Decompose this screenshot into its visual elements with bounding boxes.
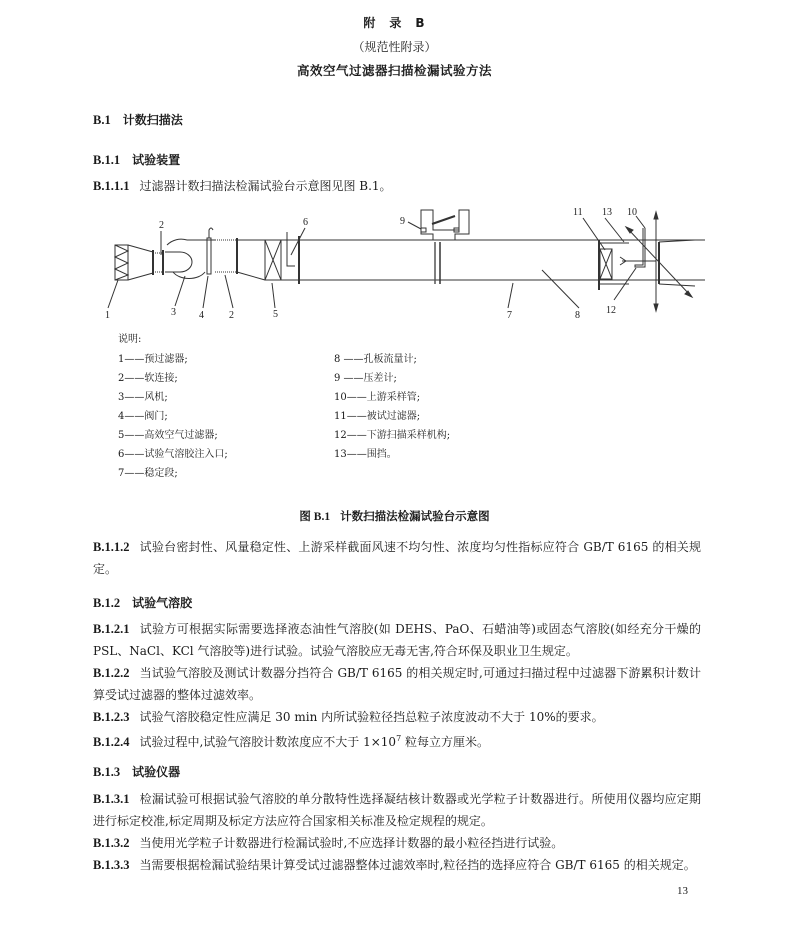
- paragraph-text: 过滤器计数扫描法检漏试验台示意图见图 B.1。: [139, 179, 392, 193]
- label-9: 9: [400, 216, 405, 227]
- pressure-gauge-icon: [421, 210, 469, 240]
- valve-icon: [207, 228, 213, 274]
- pre-filter-icon: [115, 245, 153, 280]
- legend-item: 13——围挡。: [334, 449, 397, 460]
- label-6: 6: [303, 217, 308, 228]
- section-b12: [93, 594, 192, 611]
- legend-item: 6——试验气溶胶注入口;: [118, 449, 228, 460]
- label-13: 13: [602, 207, 612, 218]
- legend-item: 9 ——压差计;: [334, 373, 397, 384]
- appendix-type: （规范性附录）: [352, 40, 437, 54]
- legend-item: 8 ——孔板流量计;: [334, 354, 417, 365]
- paragraph-text: 试验气溶胶稳定性应满足 30 min 内所试验粒径挡总粒子浓度波动不大于 10%的要求。: [139, 710, 604, 724]
- scanning-section-diagram: [560, 200, 700, 320]
- paragraph-text: 当需要根据检漏试验结果计算受试过滤器整体过滤效率时,粒径挡的选择应符合 GB/T 6165 的相关规定。: [139, 858, 696, 872]
- section-title: 计数扫描法: [122, 113, 183, 127]
- legend-item: 3——风机;: [118, 392, 168, 403]
- label-11: 11: [573, 207, 583, 218]
- label-5: 5: [273, 309, 278, 320]
- paragraph-text: 当使用光学粒子计数器进行检漏试验时,不应选择计数器的最小粒径挡进行试验。: [139, 836, 564, 850]
- figure-number: 图 B.1: [299, 511, 331, 523]
- paragraph-text: 试验过程中,试验气溶胶计数浓度应不大于 1×10: [139, 735, 397, 749]
- legend-item: 12——下游扫描采样机构;: [334, 430, 451, 441]
- appendix-label: 附 录 B: [363, 16, 426, 30]
- page-number: 13: [677, 885, 688, 897]
- label-10: 10: [627, 207, 637, 218]
- section-number: B.1.1: [93, 153, 121, 167]
- paragraph-text: 检漏试验可根据试验气溶胶的单分散特性选择凝结核计数器或光学粒子计数器进行。所使用仪器均应定期进行标定校准,标定周期及标定方法应符合国家相关标准及检定规程的规定。: [93, 792, 701, 828]
- paragraph-number: B.1.2.3: [93, 710, 130, 724]
- paragraph-b124: [93, 728, 701, 753]
- paragraph-number: B.1.3.2: [93, 836, 130, 850]
- section-number: B.1.2: [93, 596, 121, 610]
- paragraph-b112: [93, 536, 701, 580]
- paragraph-number: B.1.1.1: [93, 179, 130, 193]
- legend-item: 5——高效空气过滤器;: [118, 430, 218, 441]
- label-3: 3: [171, 307, 176, 318]
- appendix-title: 高效空气过滤器扫描检漏试验方法: [296, 63, 492, 78]
- label-8: 8: [575, 310, 580, 321]
- paragraph-text: 试验方可根据实际需要选择液态油性气溶胶(如 DEHS、PaO、石蜡油等)或固态气溶胶(如经充分干燥的 PSL、NaCl、KCl 气溶胶等)进行试验。试验气溶胶应无毒无害,符合环保及职业卫生规定。: [93, 622, 701, 658]
- section-b13: [93, 763, 180, 780]
- paragraph-number: B.1.2.2: [93, 666, 130, 680]
- label-2b: 2: [229, 310, 234, 321]
- section-title: 试验气溶胶: [132, 596, 193, 610]
- paragraph-b132: [93, 832, 701, 854]
- paragraph-number: B.1.1.2: [93, 540, 130, 554]
- section-b11: [93, 151, 180, 168]
- paragraph-number: B.1.3.3: [93, 858, 130, 872]
- paragraph-b111: [93, 175, 701, 197]
- figure-title: 计数扫描法检漏试验台示意图: [340, 509, 490, 523]
- paragraph-b133: [93, 854, 701, 876]
- soft-connection-icon: [215, 238, 237, 274]
- paragraph-text: 试验台密封性、风量稳定性、上游采样截面风速不均匀性、浓度均匀性指标应符合 GB/T 6165 的相关规定。: [93, 540, 701, 576]
- section-title: 试验仪器: [132, 765, 181, 779]
- paragraph-text: 当试验气溶胶及测试计数器分挡符合 GB/T 6165 的相关规定时,可通过扫描过程中过滤器下游累积计数计算受试过滤器的整体过滤效率。: [93, 666, 701, 702]
- paragraph-b121: [93, 618, 701, 662]
- label-7: 7: [507, 310, 512, 321]
- label-4: 4: [199, 310, 204, 321]
- paragraph-b131: [93, 788, 701, 832]
- downstream-scanning-icon: [620, 212, 692, 311]
- paragraph-b123: [93, 706, 701, 728]
- orifice-flowmeter-icon: [435, 242, 440, 284]
- paragraph-number: B.1.3.1: [93, 792, 130, 806]
- paragraph-b122: [93, 662, 701, 706]
- legend-item: 10——上游采样管;: [334, 392, 421, 403]
- legend-item: 7——稳定段;: [118, 468, 178, 479]
- paragraph-text-end: 粒每立方厘米。: [401, 735, 489, 749]
- legend-item: 11——被试过滤器;: [334, 411, 421, 422]
- legend-item: 2——软连接;: [118, 373, 178, 384]
- figure-caption: [0, 508, 789, 524]
- paragraph-number: B.1.2.1: [93, 622, 130, 636]
- section-title: 试验装置: [132, 153, 181, 167]
- legend-item: 4——阀门;: [118, 411, 168, 422]
- paragraph-number: B.1.2.4: [93, 735, 130, 749]
- tested-filter-icon: [600, 249, 612, 279]
- label-2a: 2: [159, 220, 164, 231]
- exponent: 7: [396, 734, 402, 743]
- section-number: B.1.3: [93, 765, 121, 779]
- label-1: 1: [105, 310, 110, 321]
- label-12: 12: [606, 305, 616, 316]
- legend-title: 说明:: [118, 334, 142, 345]
- section-b1: [93, 111, 183, 128]
- section-number: B.1: [93, 113, 111, 127]
- hepa-filter-icon: [265, 240, 281, 280]
- legend-item: 1——预过滤器;: [118, 354, 188, 365]
